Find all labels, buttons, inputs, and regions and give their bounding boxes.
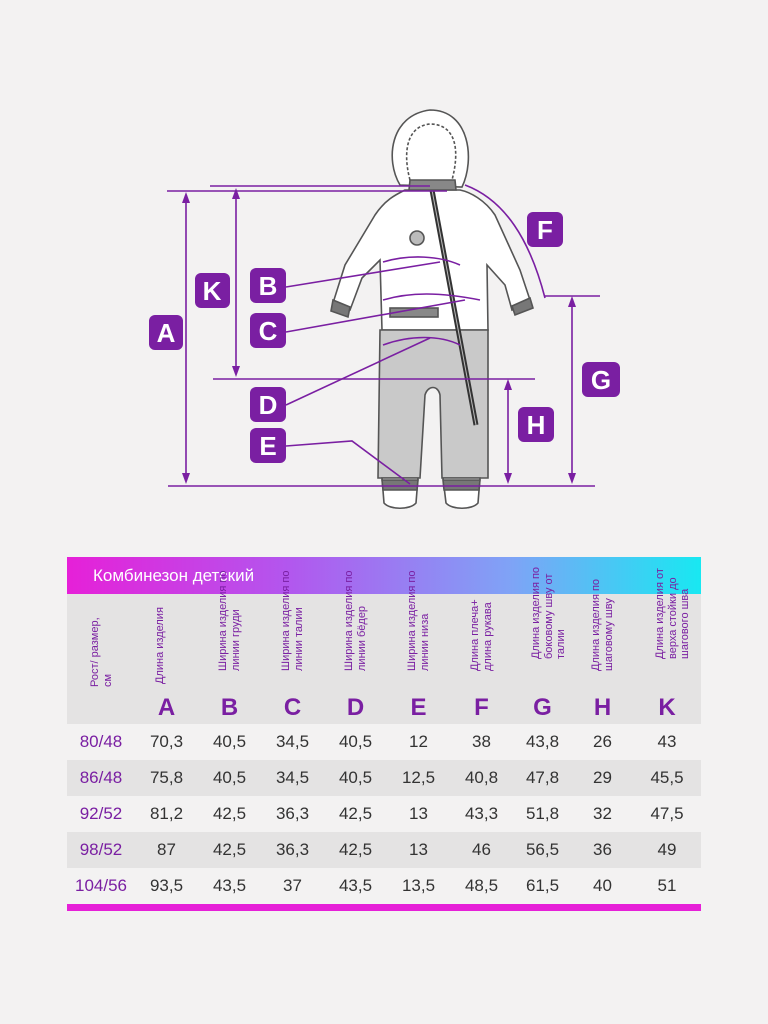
value-cell-K: 51 xyxy=(657,876,677,895)
value-cell-H: 26 xyxy=(593,732,612,751)
value-cell-B: 40,5 xyxy=(212,768,247,787)
value-cell-F: 38 xyxy=(472,732,491,751)
column-letter: C xyxy=(283,694,302,721)
column-header-C xyxy=(261,570,324,724)
column-letter: H xyxy=(593,694,612,721)
badge-label: C xyxy=(258,316,278,346)
badge-label: B xyxy=(258,271,278,301)
value-cell-D: 42,5 xyxy=(338,840,373,859)
column-letter: A xyxy=(157,694,176,721)
table-row xyxy=(67,760,701,796)
table-body xyxy=(67,724,701,904)
value-cell-A: 81,2 xyxy=(149,804,184,823)
value-cell-K: 45,5 xyxy=(650,768,684,787)
column-letter: E xyxy=(410,694,427,721)
value-cell-D: 40,5 xyxy=(338,732,373,751)
value-cell-H: 40 xyxy=(593,876,612,895)
column-letter: D xyxy=(346,694,365,721)
value-cell-B: 43,5 xyxy=(212,876,247,895)
column-header-F xyxy=(450,594,513,724)
table-row xyxy=(67,724,701,760)
column-header-H xyxy=(572,578,633,724)
value-cell-G: 47,8 xyxy=(525,768,560,787)
column-header-E xyxy=(387,570,450,724)
value-cell-C: 34,5 xyxy=(275,768,310,787)
badge-label: H xyxy=(526,410,546,440)
value-cell-C: 36,3 xyxy=(275,804,310,823)
column-description: Длина изделия от верха стойки до шагового шва xyxy=(654,567,691,659)
badge-label: A xyxy=(156,318,176,348)
size-cell: 80/48 xyxy=(79,732,123,751)
value-cell-K: 49 xyxy=(657,840,677,859)
value-cell-C: 37 xyxy=(283,876,302,895)
table-title: Комбинезон детский xyxy=(67,557,701,594)
value-cell-E: 12 xyxy=(409,732,428,751)
value-cell-E: 13 xyxy=(409,840,428,859)
badge-E xyxy=(250,428,286,463)
value-cell-G: 51,8 xyxy=(525,804,560,823)
value-cell-B: 40,5 xyxy=(212,732,247,751)
column-letter: K xyxy=(658,694,676,721)
badge-H xyxy=(518,407,554,442)
value-cell-G: 43,8 xyxy=(525,732,560,751)
value-cell-D: 40,5 xyxy=(338,768,373,787)
column-description: Ширина изделия по линии бёдер xyxy=(342,570,367,671)
value-cell-E: 13,5 xyxy=(401,876,436,895)
column-letter: G xyxy=(533,694,552,721)
value-cell-E: 12,5 xyxy=(401,768,436,787)
value-cell-E: 13 xyxy=(409,804,428,823)
size-cell: 86/48 xyxy=(79,768,123,787)
value-cell-H: 36 xyxy=(593,840,612,859)
value-cell-G: 61,5 xyxy=(525,876,560,895)
column-description: Ширина изделия по линии талии xyxy=(279,570,304,671)
badge-B xyxy=(250,268,286,303)
column-header-D xyxy=(324,570,387,724)
value-cell-G: 56,5 xyxy=(525,840,560,859)
badge-label: D xyxy=(258,390,278,420)
value-cell-F: 46 xyxy=(472,840,491,859)
size-cell: 92/52 xyxy=(79,804,123,823)
badge-label: E xyxy=(259,431,277,461)
value-cell-B: 42,5 xyxy=(212,804,247,823)
column-letter: F xyxy=(474,694,489,721)
value-cell-A: 93,5 xyxy=(149,876,184,895)
column-description: Ширина изделия по линии груди xyxy=(216,570,241,671)
column-description: Длина плеча+ длина рукава xyxy=(468,599,493,671)
value-cell-F: 48,5 xyxy=(464,876,499,895)
size-cell: 98/52 xyxy=(79,840,123,859)
table-row xyxy=(67,868,701,904)
badge-A xyxy=(149,315,183,350)
badge-label: F xyxy=(537,215,553,245)
value-cell-F: 40,8 xyxy=(464,768,499,787)
badge-C xyxy=(250,313,286,348)
column-header-B xyxy=(198,570,261,724)
badge-label: K xyxy=(202,276,222,306)
value-cell-H: 32 xyxy=(593,804,612,823)
column-header-K xyxy=(633,567,701,724)
value-cell-F: 43,3 xyxy=(464,804,499,823)
value-cell-D: 43,5 xyxy=(338,876,373,895)
badge-F xyxy=(527,212,563,247)
value-cell-H: 29 xyxy=(593,768,612,787)
column-description: Длина изделия по боковому шву от талии xyxy=(529,566,567,659)
table-row xyxy=(67,796,701,832)
size-header-label: Рост/ размер, см xyxy=(89,617,114,687)
column-header-A xyxy=(135,594,198,724)
value-cell-K: 47,5 xyxy=(650,804,684,823)
value-cell-C: 36,3 xyxy=(275,840,310,859)
column-header-G xyxy=(513,566,572,724)
size-column-header xyxy=(67,594,135,724)
size-table xyxy=(67,557,701,911)
value-cell-A: 70,3 xyxy=(149,732,184,751)
value-cell-A: 87 xyxy=(157,840,176,859)
table-bottom-bar xyxy=(67,904,701,911)
value-cell-D: 42,5 xyxy=(338,804,373,823)
column-description: Длина изделия xyxy=(153,606,166,684)
column-description: Ширина изделия по линии низа xyxy=(405,570,430,671)
value-cell-C: 34,5 xyxy=(275,732,310,751)
badge-D xyxy=(250,387,286,422)
size-cell: 104/56 xyxy=(75,876,127,895)
value-cell-B: 42,5 xyxy=(212,840,247,859)
value-cell-K: 43 xyxy=(657,732,677,751)
column-description: Длина изделия по шаговому шву xyxy=(589,578,614,671)
badge-G xyxy=(582,362,620,397)
table-row xyxy=(67,832,701,868)
column-letter: B xyxy=(220,694,239,721)
badge-K xyxy=(195,273,230,308)
badge-label: G xyxy=(590,365,612,395)
value-cell-A: 75,8 xyxy=(149,768,184,787)
